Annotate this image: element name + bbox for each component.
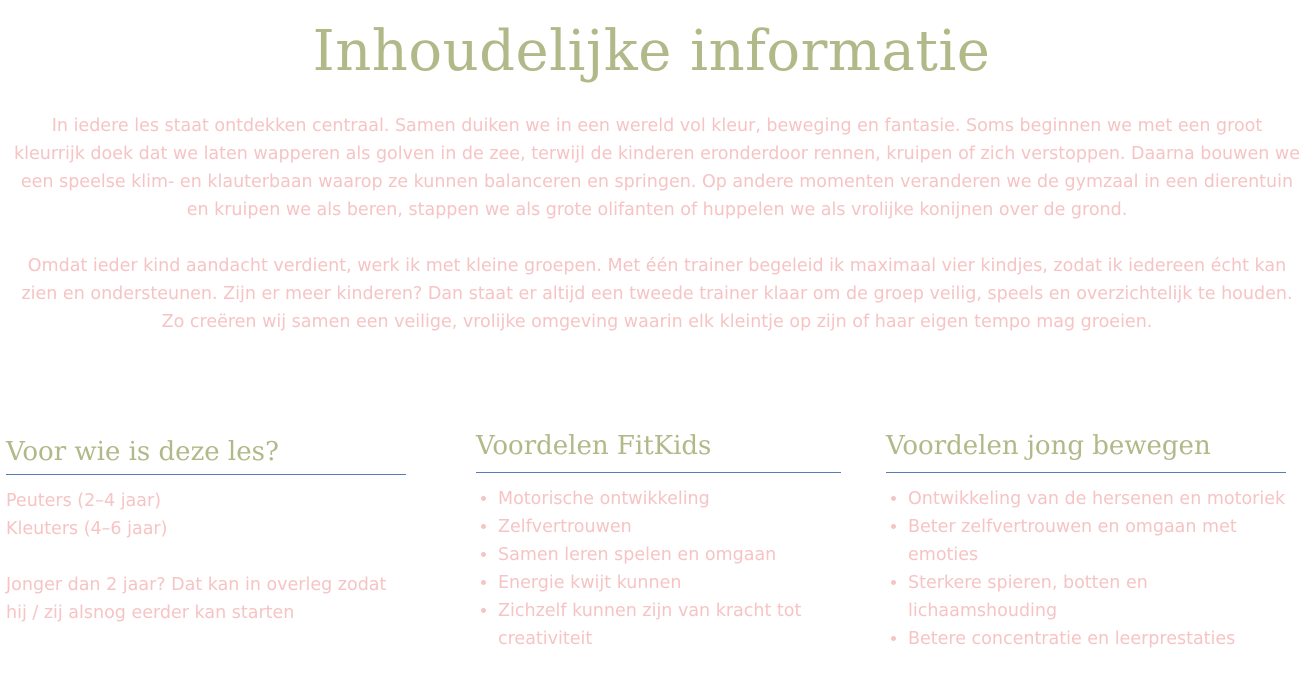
young-movement-benefits-section [886, 426, 1286, 653]
list-item: • Ontwikkeling van de hersenen en motoriek [908, 485, 1286, 513]
younger-note: Jonger dan 2 jaar? Dat kan in overleg zodat hij / zij alsnog eerder kan starten [6, 575, 387, 623]
page-title: Inhoudelijke informatie [312, 19, 991, 84]
intro-paragraph-1: In iedere les staat ontdekken centraal. Samen duiken we in een wereld vol kleur, beweging en fantasie. Soms beginnen we met een groot kleurrijk doek dat we laten wapperen als golven in de zee, terwijl de kinderen eronderdoor rennen, kruipen of zich verstoppen. Daarna bouwen we een speelse klim- en klauterbaan waarop ze kunnen balanceren en springen. Op andere momenten veranderen we de gymzaal in een dierentuin en kruipen we als beren, stappen we als grote olifanten of huppelen we als vrolijke konijnen over de grond. [14, 116, 1300, 220]
intro-paragraph-2: Omdat ieder kind aandacht verdient, werk ik met kleine groepen. Met één trainer begeleid ik maximaal vier kindjes, zodat ik iedereen écht kan zien en ondersteunen. Zijn er meer kinderen? Dan staat er altijd een tweede trainer klaar om de groep veilig, speels en overzichtelijk te houden. [21, 256, 1293, 304]
fitkids-benefits-heading: Voordelen FitKids [476, 431, 712, 461]
list-item: • Energie kwijt kunnen [498, 569, 841, 597]
for-whom-body [6, 487, 406, 627]
young-movement-benefits-heading: Voordelen jong bewegen [886, 431, 1211, 461]
intro-paragraph-3: Zo creëren wij samen een veilige, vrolijke omgeving waarin elk kleintje op zijn of haar eigen tempo mag groeien. [161, 312, 1153, 332]
list-item: • Beter zelfvertrouwen en omgaan met emoties [908, 513, 1286, 569]
list-item: • Sterkere spieren, botten en lichaamshouding [908, 569, 1286, 625]
for-whom-heading: Voor wie is deze les? [6, 437, 279, 467]
fitkids-benefits-section [476, 426, 841, 653]
age-group-toddlers: Peuters (2–4 jaar) [6, 491, 162, 511]
list-item: • Motorische ontwikkeling [498, 485, 841, 513]
list-item: • Betere concentratie en leerprestaties [908, 625, 1286, 653]
section-divider [6, 474, 406, 475]
section-divider [886, 472, 1286, 473]
for-whom-section [6, 432, 406, 627]
age-group-preschoolers: Kleuters (4–6 jaar) [6, 519, 168, 539]
paragraph-spacer [14, 224, 1300, 252]
list-item: • Samen leren spelen en omgaan [498, 541, 841, 569]
fitkids-benefits-list [476, 485, 841, 653]
young-movement-benefits-list [886, 485, 1286, 653]
list-item: • Zichzelf kunnen zijn van kracht tot creativiteit [498, 597, 841, 653]
intro-text [14, 112, 1300, 336]
paragraph-spacer [6, 543, 406, 571]
section-divider [476, 472, 841, 473]
list-item: • Zelfvertrouwen [498, 513, 841, 541]
